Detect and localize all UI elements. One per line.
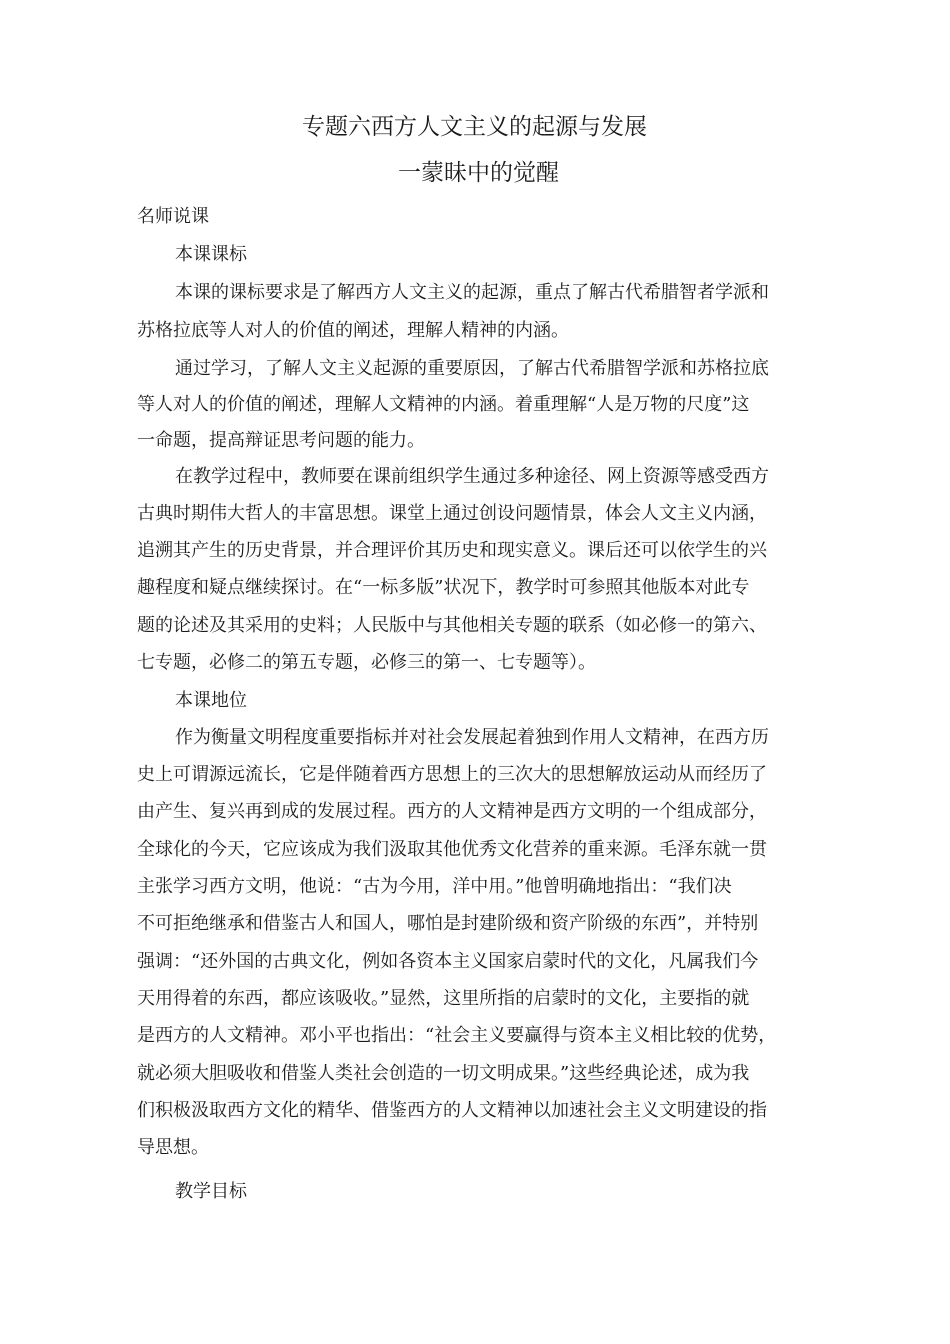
document-title: 专题六西方人文主义的起源与发展 [302,114,647,140]
heading-standards: 本课课标 [175,244,247,265]
paragraph-line: 们积极汲取西方文化的精华、借鉴西方的人文精神以加速社会主义文明建设的指 [137,1100,767,1121]
document-subtitle: 一蒙昧中的觉醒 [398,160,559,186]
section-header: 名师说课 [137,206,209,227]
paragraph-line: 不可拒绝继承和借鉴古人和国人，哪怕是封建阶级和资产阶级的东西”，并特别 [137,913,759,934]
paragraph-line: 强调：“还外国的古典文化，例如各资本主义国家启蒙时代的文化，凡属我们今 [137,951,759,972]
paragraph-line: 题的论述及其采用的史料；人民版中与其他相关专题的联系（如必修一的第六、 [137,615,767,636]
paragraph-line: 追溯其产生的历史背景，并合理评价其历史和现实意义。课后还可以依学生的兴 [137,540,767,561]
paragraph-line: 由产生、复兴再到成的发展过程。西方的人文精神是西方文明的一个组成部分， [137,801,767,822]
paragraph-line: 本课的课标要求是了解西方人文主义的起源，重点了解古代希腊智者学派和 [175,282,769,303]
heading-objectives: 教学目标 [175,1181,247,1202]
paragraph-line: 古典时期伟大哲人的丰富思想。课堂上通过创设问题情景，体会人文主义内涵， [137,503,767,524]
paragraph-line: 主张学习西方文明，他说：“古为今用，洋中用。”他曾明确地指出：“我们决 [137,876,732,897]
paragraph-line: 等人对人的价值的阐述，理解人文精神的内涵。着重理解“人是万物的尺度”这 [137,394,750,415]
paragraph-line: 通过学习，了解人文主义起源的重要原因，了解古代希腊智学派和苏格拉底 [175,358,769,379]
paragraph-line: 全球化的今天，它应该成为我们汲取其他优秀文化营养的重来源。毛泽东就一贯 [137,839,767,860]
paragraph-line: 苏格拉底等人对人的价值的阐述，理解人精神的内涵。 [137,320,569,341]
paragraph-line: 史上可谓源远流长，它是伴随着西方思想上的三次大的思想解放运动从而经历了 [137,764,767,785]
paragraph-line: 是西方的人文精神。邓小平也指出：“社会主义要赢得与资本主义相比较的优势， [137,1025,777,1046]
paragraph-line: 就必须大胆吸收和借鉴人类社会创造的一切文明成果。”这些经典论述，成为我 [137,1063,750,1084]
paragraph-line: 导思想。 [137,1137,209,1158]
heading-position: 本课地位 [175,690,247,711]
paragraph-line: 趣程度和疑点继续探讨。在“一标多版”状况下，教学时可参照其他版本对此专 [137,577,750,598]
paragraph-line: 一命题，提高辩证思考问题的能力。 [137,430,425,451]
paragraph-line: 在教学过程中，教师要在课前组织学生通过多种途径、网上资源等感受西方 [175,466,769,487]
paragraph-line: 七专题，必修二的第五专题，必修三的第一、七专题等）。 [137,652,596,673]
paragraph-line: 天用得着的东西，都应该吸收。”显然，这里所指的启蒙时的文化，主要指的就 [137,988,750,1009]
paragraph-line: 作为衡量文明程度重要指标并对社会发展起着独到作用人文精神，在西方历 [175,727,769,748]
